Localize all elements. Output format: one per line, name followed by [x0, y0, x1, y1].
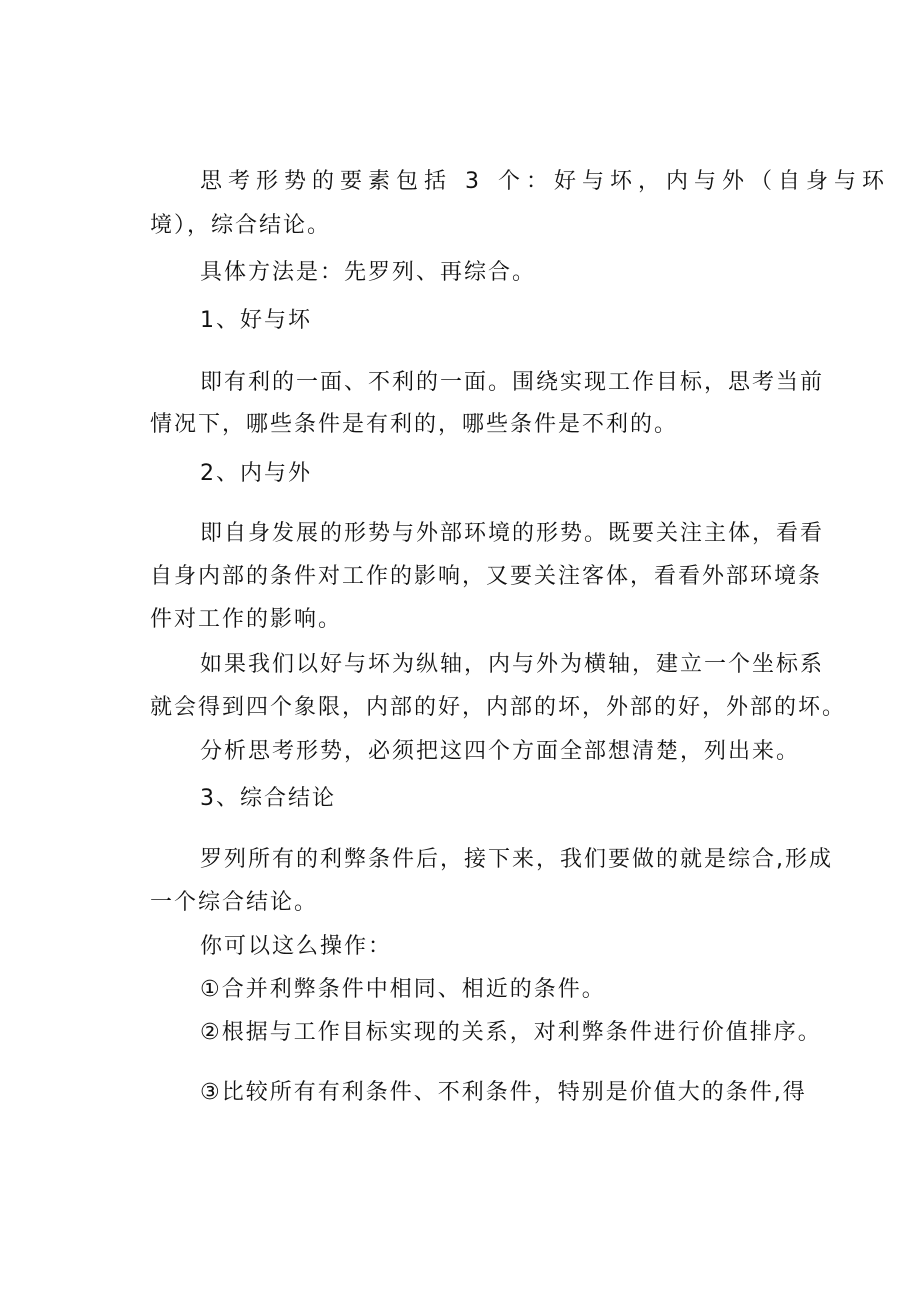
paragraph-line: 就会得到四个象限，内部的好，内部的坏，外部的好，外部的坏。	[150, 695, 847, 720]
paragraph-line: 你可以这么操作：	[200, 934, 393, 959]
paragraph-line: 具体方法是：先罗列、再综合。	[200, 260, 537, 285]
paragraph-line: 件对工作的影响。	[150, 607, 343, 632]
paragraph-line: 情况下，哪些条件是有利的，哪些条件是不利的。	[150, 412, 679, 437]
paragraph-line: 即有利的一面、不利的一面。围绕实现工作目标，思考当前	[200, 370, 825, 395]
section-heading: 1、好与坏	[200, 308, 312, 333]
section-heading: 2、内与外	[200, 461, 312, 486]
paragraph-line: 一个综合结论。	[150, 890, 319, 915]
paragraph-line: 即自身发展的形势与外部环境的形势。既要关注主体，看看	[200, 521, 825, 546]
paragraph-line: 分析思考形势，必须把这四个方面全部想清楚，列出来。	[200, 739, 801, 764]
section-heading: 3、综合结论	[200, 786, 336, 811]
list-item: ①合并利弊条件中相同、相近的条件。	[200, 977, 606, 1002]
paragraph-line: 境），综合结论。	[150, 213, 332, 238]
list-item: ②根据与工作目标实现的关系，对利弊条件进行价值排序。	[200, 1020, 822, 1045]
paragraph-line: 思考形势的要素包括 3 个：好与坏，内与外（自身与环	[200, 169, 890, 194]
paragraph-line: 罗列所有的利弊条件后，接下来，我们要做的就是综合,形成	[200, 847, 833, 872]
paragraph-line: 如果我们以好与坏为纵轴，内与外为横轴，建立一个坐标系	[200, 652, 825, 677]
paragraph-line: 自身内部的条件对工作的影响，又要关注客体，看看外部环境条	[150, 564, 823, 589]
list-item: ③比较所有有利条件、不利条件，特别是价值大的条件,得	[200, 1080, 807, 1105]
